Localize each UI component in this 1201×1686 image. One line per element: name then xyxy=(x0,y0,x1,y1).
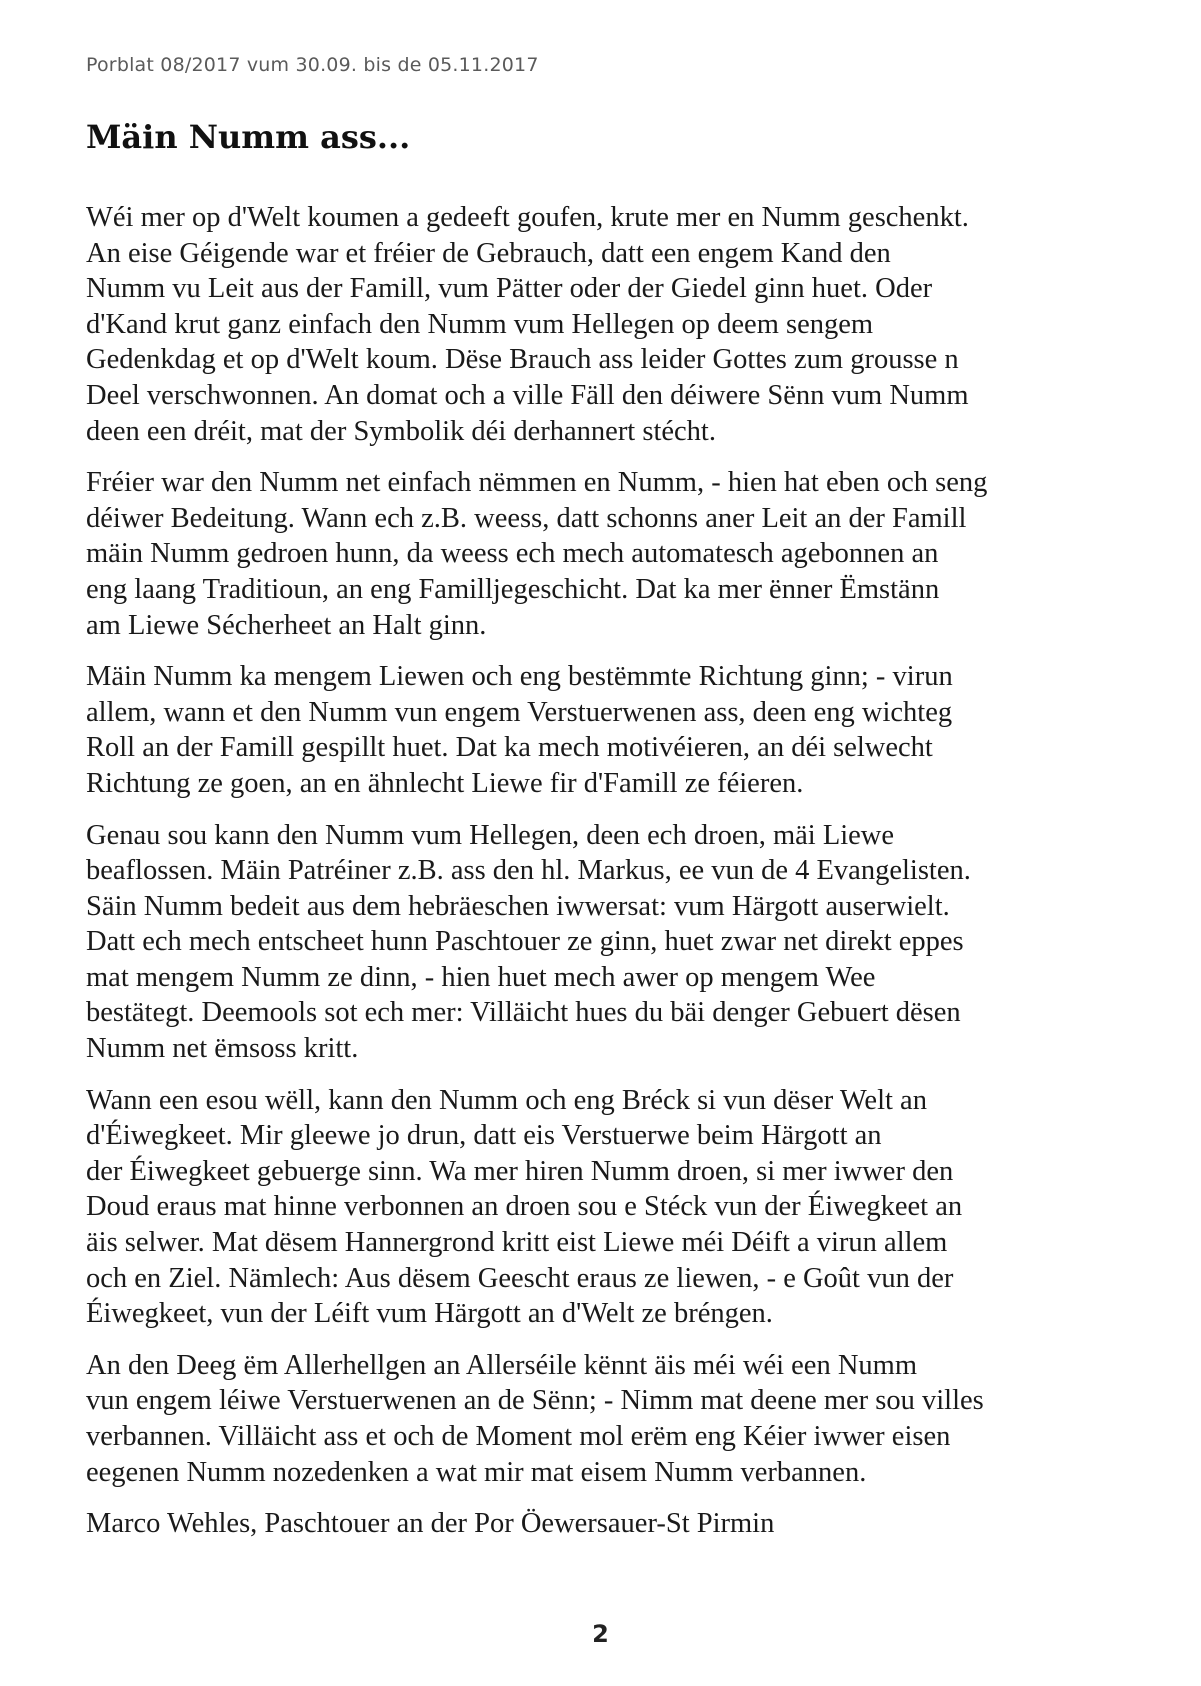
text-line: Doud eraus mat hinne verbonnen an droen sou e Stéck vun der Éiwegkeet an xyxy=(86,1191,963,1223)
text-line: bestätegt. Deemools sot ech mer: Villäicht hues du bäi denger Gebuert dësen xyxy=(86,997,961,1029)
paragraph-1 xyxy=(86,200,1176,449)
text-line: vun engem léiwe Verstuerwenen an de Sënn; - Nimm mat deene mer sou villes xyxy=(86,1385,984,1417)
page-number: 2 xyxy=(592,1620,609,1648)
text-line: Numm net ëmsoss kritt. xyxy=(86,1033,359,1065)
text-line: och en Ziel. Nämlech: Aus dësem Geescht eraus ze liewen, - e Goût vun der xyxy=(86,1262,954,1294)
text-line: mäin Numm gedroen hunn, da weess ech mech automatesch agebonnen an xyxy=(86,538,939,570)
text-line: verbannen. Villäicht ass et och de Moment mol erëm eng Kéier iwwer eisen xyxy=(86,1421,951,1452)
text-line: mat mengem Numm ze dinn, - hien huet mech awer op mengem Wee xyxy=(86,961,876,993)
text-line: beaflossen. Mäin Patréiner z.B. ass den hl. Markus, ee vun de 4 Evangelisten. xyxy=(86,855,971,887)
text-line: am Liewe Sécherheet an Halt ginn. xyxy=(86,609,487,641)
text-line: Wann een esou wëll, kann den Numm och eng Bréck si vun dëser Welt an xyxy=(86,1084,927,1116)
article-body xyxy=(86,200,1176,1542)
text-line: äis selwer. Mat dësem Hannergrond kritt eist Liewe méi Déift a virun allem xyxy=(86,1227,948,1259)
text-line: eng laang Traditioun, an eng Familljegeschicht. Dat ka mer ënner Ëmstänn xyxy=(86,573,940,605)
text-line: Genau sou kann den Numm vum Hellegen, deen ech droen, mäi Liewe xyxy=(86,819,895,851)
text-line: déiwer Bedeitung. Wann ech z.B. weess, datt schonns aner Leit an der Famill xyxy=(86,502,967,534)
text-line: Roll an der Famill gespillt huet. Dat ka mech motivéieren, an déi selwecht xyxy=(86,732,933,764)
text-line: Deel verschwonnen. An domat och a ville Fäll den déiwere Sënn vum Numm xyxy=(86,379,969,411)
text-line: Säin Numm bedeit aus dem hebräeschen iwwersat: vum Härgott auserwielt. xyxy=(86,890,950,922)
paragraph-5 xyxy=(86,1083,1176,1332)
text-line: der Éiwegkeet gebuerge sinn. Wa mer hiren Numm droen, si mer iwwer den xyxy=(86,1155,954,1187)
text-line: Fréier war den Numm net einfach nëmmen en Numm, - hien hat eben och seng xyxy=(86,467,988,499)
text-line: Datt ech mech entscheet hunn Paschtouer ze ginn, huet zwar net direkt eppes xyxy=(86,926,964,958)
paragraph-4 xyxy=(86,818,1176,1067)
text-line: eegenen Numm nozedenken a wat mir mat eisem Numm verbannen. xyxy=(86,1456,867,1488)
text-line: An eise Géigende war et fréier de Gebrauch, datt een engem Kand den xyxy=(86,237,891,269)
paragraph-2 xyxy=(86,465,1176,643)
text-line: deen een dréit, mat der Symbolik déi derhannert stécht. xyxy=(86,415,716,447)
author-signature: Marco Wehles, Paschtouer an der Por Öewersauer-St Pirmin xyxy=(86,1508,775,1540)
paragraph-6 xyxy=(86,1348,1176,1490)
text-line: allem, wann et den Numm vun engem Verstuerwenen ass, deen eng wichteg xyxy=(86,696,953,728)
article-title: Mäin Numm ass... xyxy=(86,118,411,156)
text-line: d'Éiwegkeet. Mir gleewe jo drun, datt eis Verstuerwe beim Härgott an xyxy=(86,1120,882,1152)
text-line: An den Deeg ëm Allerhellgen an Allerséile kënnt äis méi wéi een Numm xyxy=(86,1349,917,1381)
text-line: Gedenkdag et op d'Welt koum. Dëse Brauch ass leider Gottes zum grousse n xyxy=(86,344,959,376)
text-line: d'Kand krut ganz einfach den Numm vum Hellegen op deem sengem xyxy=(86,308,874,340)
text-line: Mäin Numm ka mengem Liewen och eng bestëmmte Richtung ginn; - virun xyxy=(86,661,953,693)
text-line: Wéi mer op d'Welt koumen a gedeeft goufen, krute mer en Numm geschenkt. xyxy=(86,202,969,233)
paragraph-3 xyxy=(86,659,1176,801)
bulletin-header: Porblat 08/2017 vum 30.09. bis de 05.11.2017 xyxy=(86,54,539,76)
text-line: Richtung ze goen, an en ähnlecht Liewe fir d'Famill ze féieren. xyxy=(86,767,804,799)
text-line: Numm vu Leit aus der Famill, vum Pätter oder der Giedel ginn huet. Oder xyxy=(86,273,933,305)
text-line: Éiwegkeet, vun der Léift vum Härgott an d'Welt ze bréngen. xyxy=(86,1298,773,1330)
